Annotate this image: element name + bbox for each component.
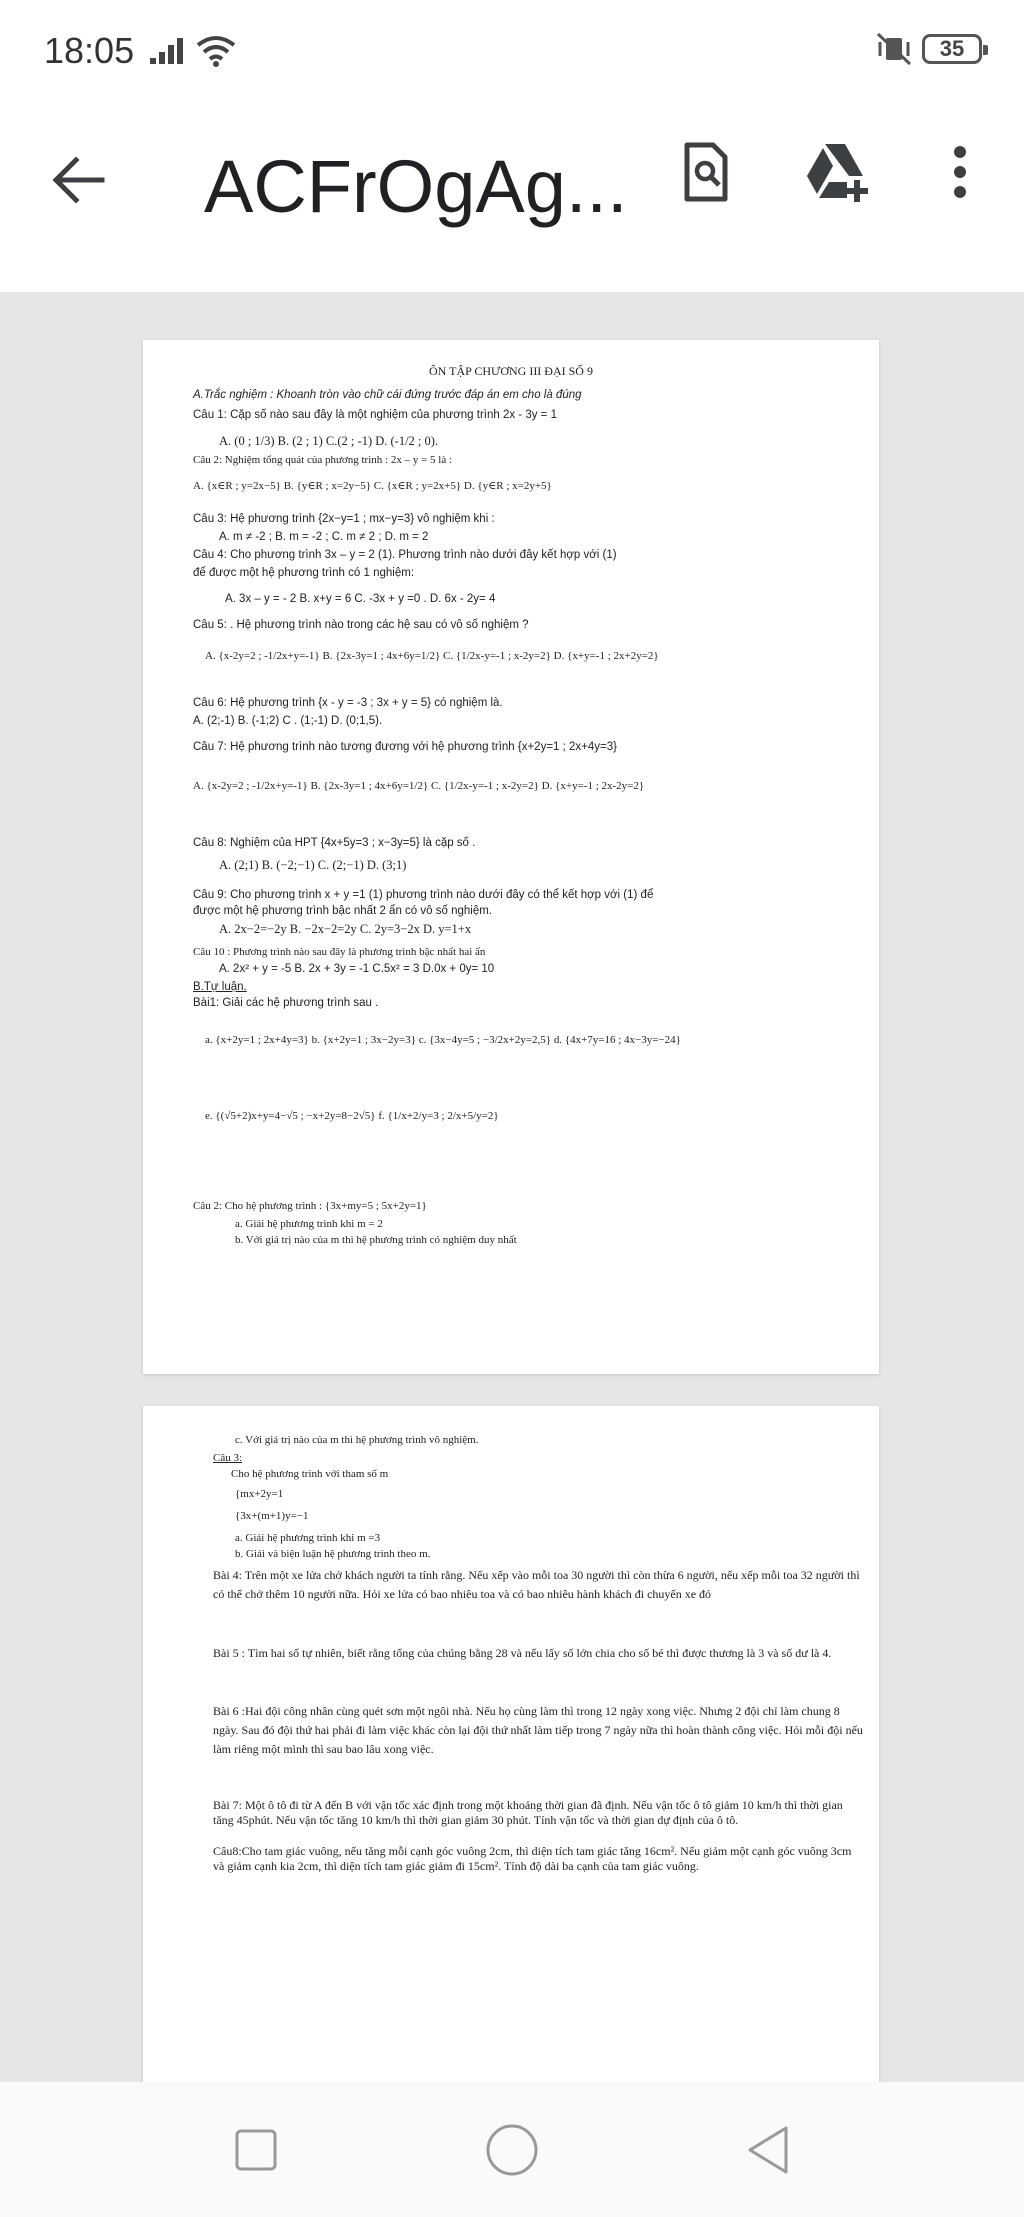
navigation-bar <box>0 2082 1024 2217</box>
signal-icon <box>150 36 190 66</box>
text-line: a. {x+2y=1 ; 2x+4y=3} b. {x+2y=1 ; 3x−2y=3} c. {3x−4y=5 ; −3/2x+2y=2,5} d. {4x+7y=16 ; 4x−3y=−24} <box>205 1034 681 1046</box>
more-vert-icon <box>952 144 968 200</box>
drive-add-icon <box>803 142 873 202</box>
text-line: Câu 2: Nghiệm tổng quát của phương trình : 2x – y = 5 là : <box>193 454 453 466</box>
text-line: a. Giải hệ phương trình khi m =3 <box>235 1532 381 1544</box>
paragraph: Bài 4: Trên một xe lửa chở khách người ta tính rằng. Nếu xếp vào mỗi toa 30 người thì còn thừa 6 người, nếu xếp mỗi toa 32 người thì có thể chở thêm 10 người nữa. Hỏi xe lửa có bao nhiêu toa và có bao nhiêu hành khách đi chuyến xe đó <box>213 1568 860 1601</box>
document-viewer[interactable] <box>0 292 1024 2082</box>
paragraph: Bài 5 : Tìm hai số tự nhiên, biết rằng tổng của chúng bằng 28 và nếu lấy số lớn chia cho số bé thì được thương là 3 và số dư là 4. <box>213 1646 832 1660</box>
text-line: A. (2;-1) B. (-1;2) C . (1;-1) D. (0;1,5). <box>193 715 383 727</box>
mute-vibrate-icon <box>874 32 914 66</box>
text-line: Câu 6: Hệ phương trình {x - y = -3 ; 3x + y = 5} có nghiệm là. <box>193 697 503 709</box>
paragraph: Câu8:Cho tam giác vuông, nếu tăng mỗi cạnh góc vuông 2cm, thì diện tích tam giác tăng 16cm². Nếu giảm một cạnh góc vuông 3cm và giảm cạnh kia 2cm, thì diện tích tam giác giảm đi 15cm². Tính độ dài ba cạnh của tam giác vuông. <box>213 1844 852 1873</box>
text-line: A. (0 ; 1/3) B. (2 ; 1) C.(2 ; -1) D. (-1/2 ; 0). <box>219 434 439 448</box>
text-line: Câu 1: Cặp số nào sau đây là một nghiệm của phương trình 2x - 3y = 1 <box>193 409 557 421</box>
recents-square-icon <box>234 2128 278 2172</box>
text-line: a. Giải hệ phương trình khi m = 2 <box>235 1218 383 1230</box>
text-line: Câu 3: Hệ phương trình {2x−y=1 ; mx−y=3} vô nghiệm khi : <box>193 513 495 525</box>
text-line: Bài1: Giải các hệ phương trình sau . <box>193 997 379 1009</box>
text-line: Câu 8: Nghiệm của HPT {4x+5y=3 ; x−3y=5} là cặp số . <box>193 837 476 849</box>
battery-indicator: 35 <box>922 34 982 64</box>
text-line: A. {x∈R ; y=2x−5} B. {y∈R ; x=2y−5} C. {x∈R ; y=2x+5} D. {y∈R ; x=2y+5} <box>193 480 552 492</box>
text-line: Câu 9: Cho phương trình x + y =1 (1) phương trình nào dưới đây có thể kết hợp với (1) để <box>193 889 654 901</box>
back-arrow-icon <box>50 156 106 204</box>
paragraph: Bài 6 :Hai đội công nhân cùng quét sơn một ngôi nhà. Nếu họ cùng làm thì trong 12 ngày xong việc. Nhưng 2 đội chỉ làm chung 8 ngày. Sau đó đội thứ hai phải đi làm việc khác còn lại đội thứ nhất làm tiếp trong 7 ngày nữa thì hoàn thành công việc. Hỏi mỗi đội nếu làm riêng một mình thì sau bao lâu xong việc. <box>213 1704 863 1756</box>
document-page-1 <box>143 340 879 1374</box>
wifi-icon <box>196 34 236 68</box>
text-line: b. Với giá trị nào của m thì hệ phương trình có nghiệm duy nhất <box>235 1234 517 1246</box>
add-to-drive-button[interactable] <box>800 134 876 210</box>
text-line: Câu 2: Cho hệ phương trình : {3x+my=5 ; 5x+2y=1} <box>193 1200 427 1212</box>
back-nav-button[interactable] <box>736 2118 800 2182</box>
text-line: B.Tự luận. <box>193 981 247 993</box>
text-line: A. 2x−2=−2y B. −2x−2=2y C. 2y=3−2x D. y=1+x <box>219 922 472 936</box>
text-line: {3x+(m+1)y=−1 <box>235 1510 309 1522</box>
text-line: Câu 4: Cho phương trình 3x – y = 2 (1). Phương trình nào dưới đây kết hợp với (1) <box>193 549 617 561</box>
text-line: A. m ≠ -2 ; B. m = -2 ; C. m ≠ 2 ; D. m = 2 <box>219 531 429 543</box>
text-line: Câu 5: . Hệ phương trình nào trong các hệ sau có vô số nghiệm ? <box>193 619 529 631</box>
recents-button[interactable] <box>224 2118 288 2182</box>
status-bar <box>0 0 1024 100</box>
text-line: Câu 3: <box>213 1452 243 1464</box>
home-circle-icon <box>484 2122 540 2178</box>
status-time: 18:05 <box>44 30 135 71</box>
text-line: được một hệ phương trình bậc nhất 2 ẩn có vô số nghiệm. <box>193 905 492 917</box>
text-line: A. 3x – y = - 2 B. x+y = 6 C. -3x + y =0 . D. 6x - 2y= 4 <box>225 593 496 605</box>
text-line: A.Trắc nghiệm : Khoanh tròn vào chữ cái đứng trước đáp án em cho là đúng <box>193 389 582 401</box>
text-line: A. 2x² + y = -5 B. 2x + 3y = -1 C.5x² = 3 D.0x + 0y= 10 <box>219 963 495 975</box>
text-line: c. Với giá trị nào của m thì hệ phương trình vô nghiệm. <box>235 1434 479 1446</box>
back-triangle-icon <box>744 2124 792 2176</box>
text-line: để được một hệ phương trình có 1 nghiệm: <box>193 567 414 579</box>
text-line: A. {x-2y=2 ; -1/2x+y=-1} B. {2x-3y=1 ; 4x+6y=1/2} C. {1/2x-y=-1 ; x-2y=2} D. {x+y=-1 ; 2x-2y=2} <box>193 780 645 792</box>
document-heading: ÔN TẬP CHƯƠNG III ĐẠI SỐ 9 <box>429 364 593 378</box>
back-button[interactable] <box>46 148 110 212</box>
text-line: {mx+2y=1 <box>235 1488 284 1500</box>
text-line: Cho hệ phương trình với tham số m <box>231 1468 389 1480</box>
paragraph: Bài 7: Một ô tô đi từ A đến B với vận tốc xác định trong một khoảng thời gian đã định. Nếu vận tốc ô tô giảm 10 km/h thì thời gian tăng 45phút. Nếu vận tốc tăng 10 km/h thì thời gian giảm 30 phút. Tính vận tốc và thời gian dự định của ô tô. <box>213 1798 843 1827</box>
more-options-button[interactable] <box>922 134 998 210</box>
text-line: b. Giải và biện luận hệ phương trình theo m. <box>235 1548 431 1560</box>
search-document-icon <box>681 141 731 203</box>
search-in-document-button[interactable] <box>668 134 744 210</box>
text-line: Câu 7: Hệ phương trình nào tương đương với hệ phương trình {x+2y=1 ; 2x+4y=3} <box>193 741 617 753</box>
text-line: A. {x-2y=2 ; -1/2x+y=-1} B. {2x-3y=1 ; 4x+6y=1/2} C. {1/2x-y=-1 ; x-2y=2} D. {x+y=-1 ; 2x+2y=2} <box>205 650 659 662</box>
text-line: Câu 10 : Phương trình nào sau đây là phương trình bậc nhất hai ẩn <box>193 946 486 958</box>
app-bar <box>0 100 1024 292</box>
text-line: A. (2;1) B. (−2;−1) C. (2;−1) D. (3;1) <box>219 858 407 872</box>
document-title: ACFrOgAg... <box>204 145 628 228</box>
home-button[interactable] <box>480 2118 544 2182</box>
document-page-2 <box>143 1406 879 2082</box>
text-line: e. {(√5+2)x+y=4−√5 ; −x+2y=8−2√5} f. {1/x+2/y=3 ; 2/x+5/y=2} <box>205 1110 499 1122</box>
